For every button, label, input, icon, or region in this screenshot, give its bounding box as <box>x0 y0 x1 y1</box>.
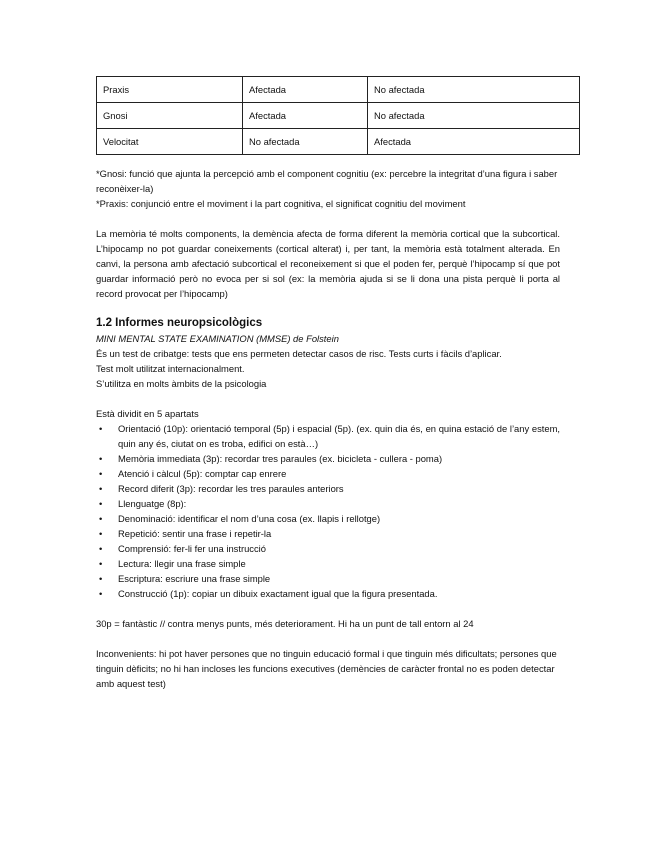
bullet-icon: • <box>99 483 103 494</box>
list-item: • Orientació (10p): orientació temporal (5p) i espacial (5p). (ex. quin dia és, en quina estació de l’any estem, quin any és, ciutat on es troba, edifici on està…) <box>99 423 560 449</box>
bullet-icon: • <box>99 498 103 509</box>
bullet-icon: • <box>99 543 103 554</box>
list-item: • Repetició: sentir una frase i repetir-la <box>99 528 272 539</box>
test-sections-list <box>96 421 560 601</box>
list-item: • Escriptura: escriure una frase simple <box>99 573 271 584</box>
section-subtitle: MINI MENTAL STATE EXAMINATION (MMSE) de Folstein <box>96 333 339 344</box>
list-item: • Record diferit (3p): recordar les tres paraules anteriors <box>99 483 344 494</box>
memory-paragraph: La memòria té molts components, la demència afecta de forma diferent la memòria cortical que la subcortical. L’hipocamp no pot guardar coneixements (cortical alterat) i, per tant, la memòria està totalment alterada. En canvi, la persona amb afectació subcortical el reconeixement si que el poden fer, perquè l’hipocamp sí que pot guardar informació però no evoca per si sol (ex: la memòria ajuda si se li dona una pista perquè li porta al record provocat per l’hipocamp) <box>96 228 560 299</box>
list-item: • Llenguatge (8p): <box>99 498 187 509</box>
table-cell: No afectada <box>368 77 580 103</box>
table-cell: Velocitat <box>97 129 243 155</box>
bullet-icon: • <box>99 453 103 464</box>
table-cell: Afectada <box>243 77 368 103</box>
comparison-table <box>96 76 580 155</box>
bullet-icon: • <box>99 423 103 434</box>
table-cell: Gnosi <box>97 103 243 129</box>
bullet-icon: • <box>99 468 103 479</box>
intro-line: S’utilitza en molts àmbits de la psicologia <box>96 378 267 389</box>
footnotes <box>96 166 560 211</box>
table-cell: No afectada <box>243 129 368 155</box>
table-row <box>97 129 580 155</box>
intro-line: Test molt utilitzat internacionalment. <box>96 363 245 374</box>
bullet-icon: • <box>99 513 103 524</box>
score-line: 30p = fantàstic // contra menys punts, més deteriorament. Hi ha un punt de tall entorn al 24 <box>96 618 474 629</box>
document-page <box>96 76 560 691</box>
intro-line: És un test de cribatge: tests que ens permeten detectar casos de risc. Tests curts i fàcils d’aplicar. <box>96 348 502 359</box>
table-cell: Praxis <box>97 77 243 103</box>
list-item: • Construcció (1p): copiar un dibuix exactament igual que la figura presentada. <box>99 588 438 599</box>
drawbacks-paragraph: Inconvenients: hi pot haver persones que no tinguin educació formal i que tinguin més dificultats; persones que tinguin dèficits; no hi han incloses les funcions executives (demències de caràcter frontal no es poden detectar amb aquest test) <box>96 648 557 689</box>
table-row <box>97 103 580 129</box>
table-row <box>97 77 580 103</box>
table-cell: Afectada <box>368 129 580 155</box>
bullet-icon: • <box>99 558 103 569</box>
footnote-praxis: *Praxis: conjunció entre el moviment i la part cognitiva, el significat cognitiu del moviment <box>96 198 466 209</box>
list-intro: Està dividit en 5 apartats <box>96 408 199 419</box>
table-cell: Afectada <box>243 103 368 129</box>
footnote-gnosi: *Gnosi: funció que ajunta la percepció amb el component cognitiu (ex: percebre la integritat d’una figura i saber reconèixer-la) <box>96 168 558 194</box>
list-item: • Denominació: identificar el nom d’una cosa (ex. llapis i rellotge) <box>99 513 381 524</box>
list-item: • Comprensió: fer-li fer una instrucció <box>99 543 266 554</box>
list-item: • Atenció i càlcul (5p): comptar cap enrere <box>99 468 287 479</box>
bullet-icon: • <box>99 588 103 599</box>
section-heading: 1.2 Informes neuropsicològics <box>96 317 263 329</box>
list-item: • Memòria immediata (3p): recordar tres paraules (ex. bicicleta - cullera - poma) <box>99 453 443 464</box>
bullet-icon: • <box>99 573 103 584</box>
list-item: • Lectura: llegir una frase simple <box>99 558 246 569</box>
bullet-icon: • <box>99 528 103 539</box>
table-cell: No afectada <box>368 103 580 129</box>
